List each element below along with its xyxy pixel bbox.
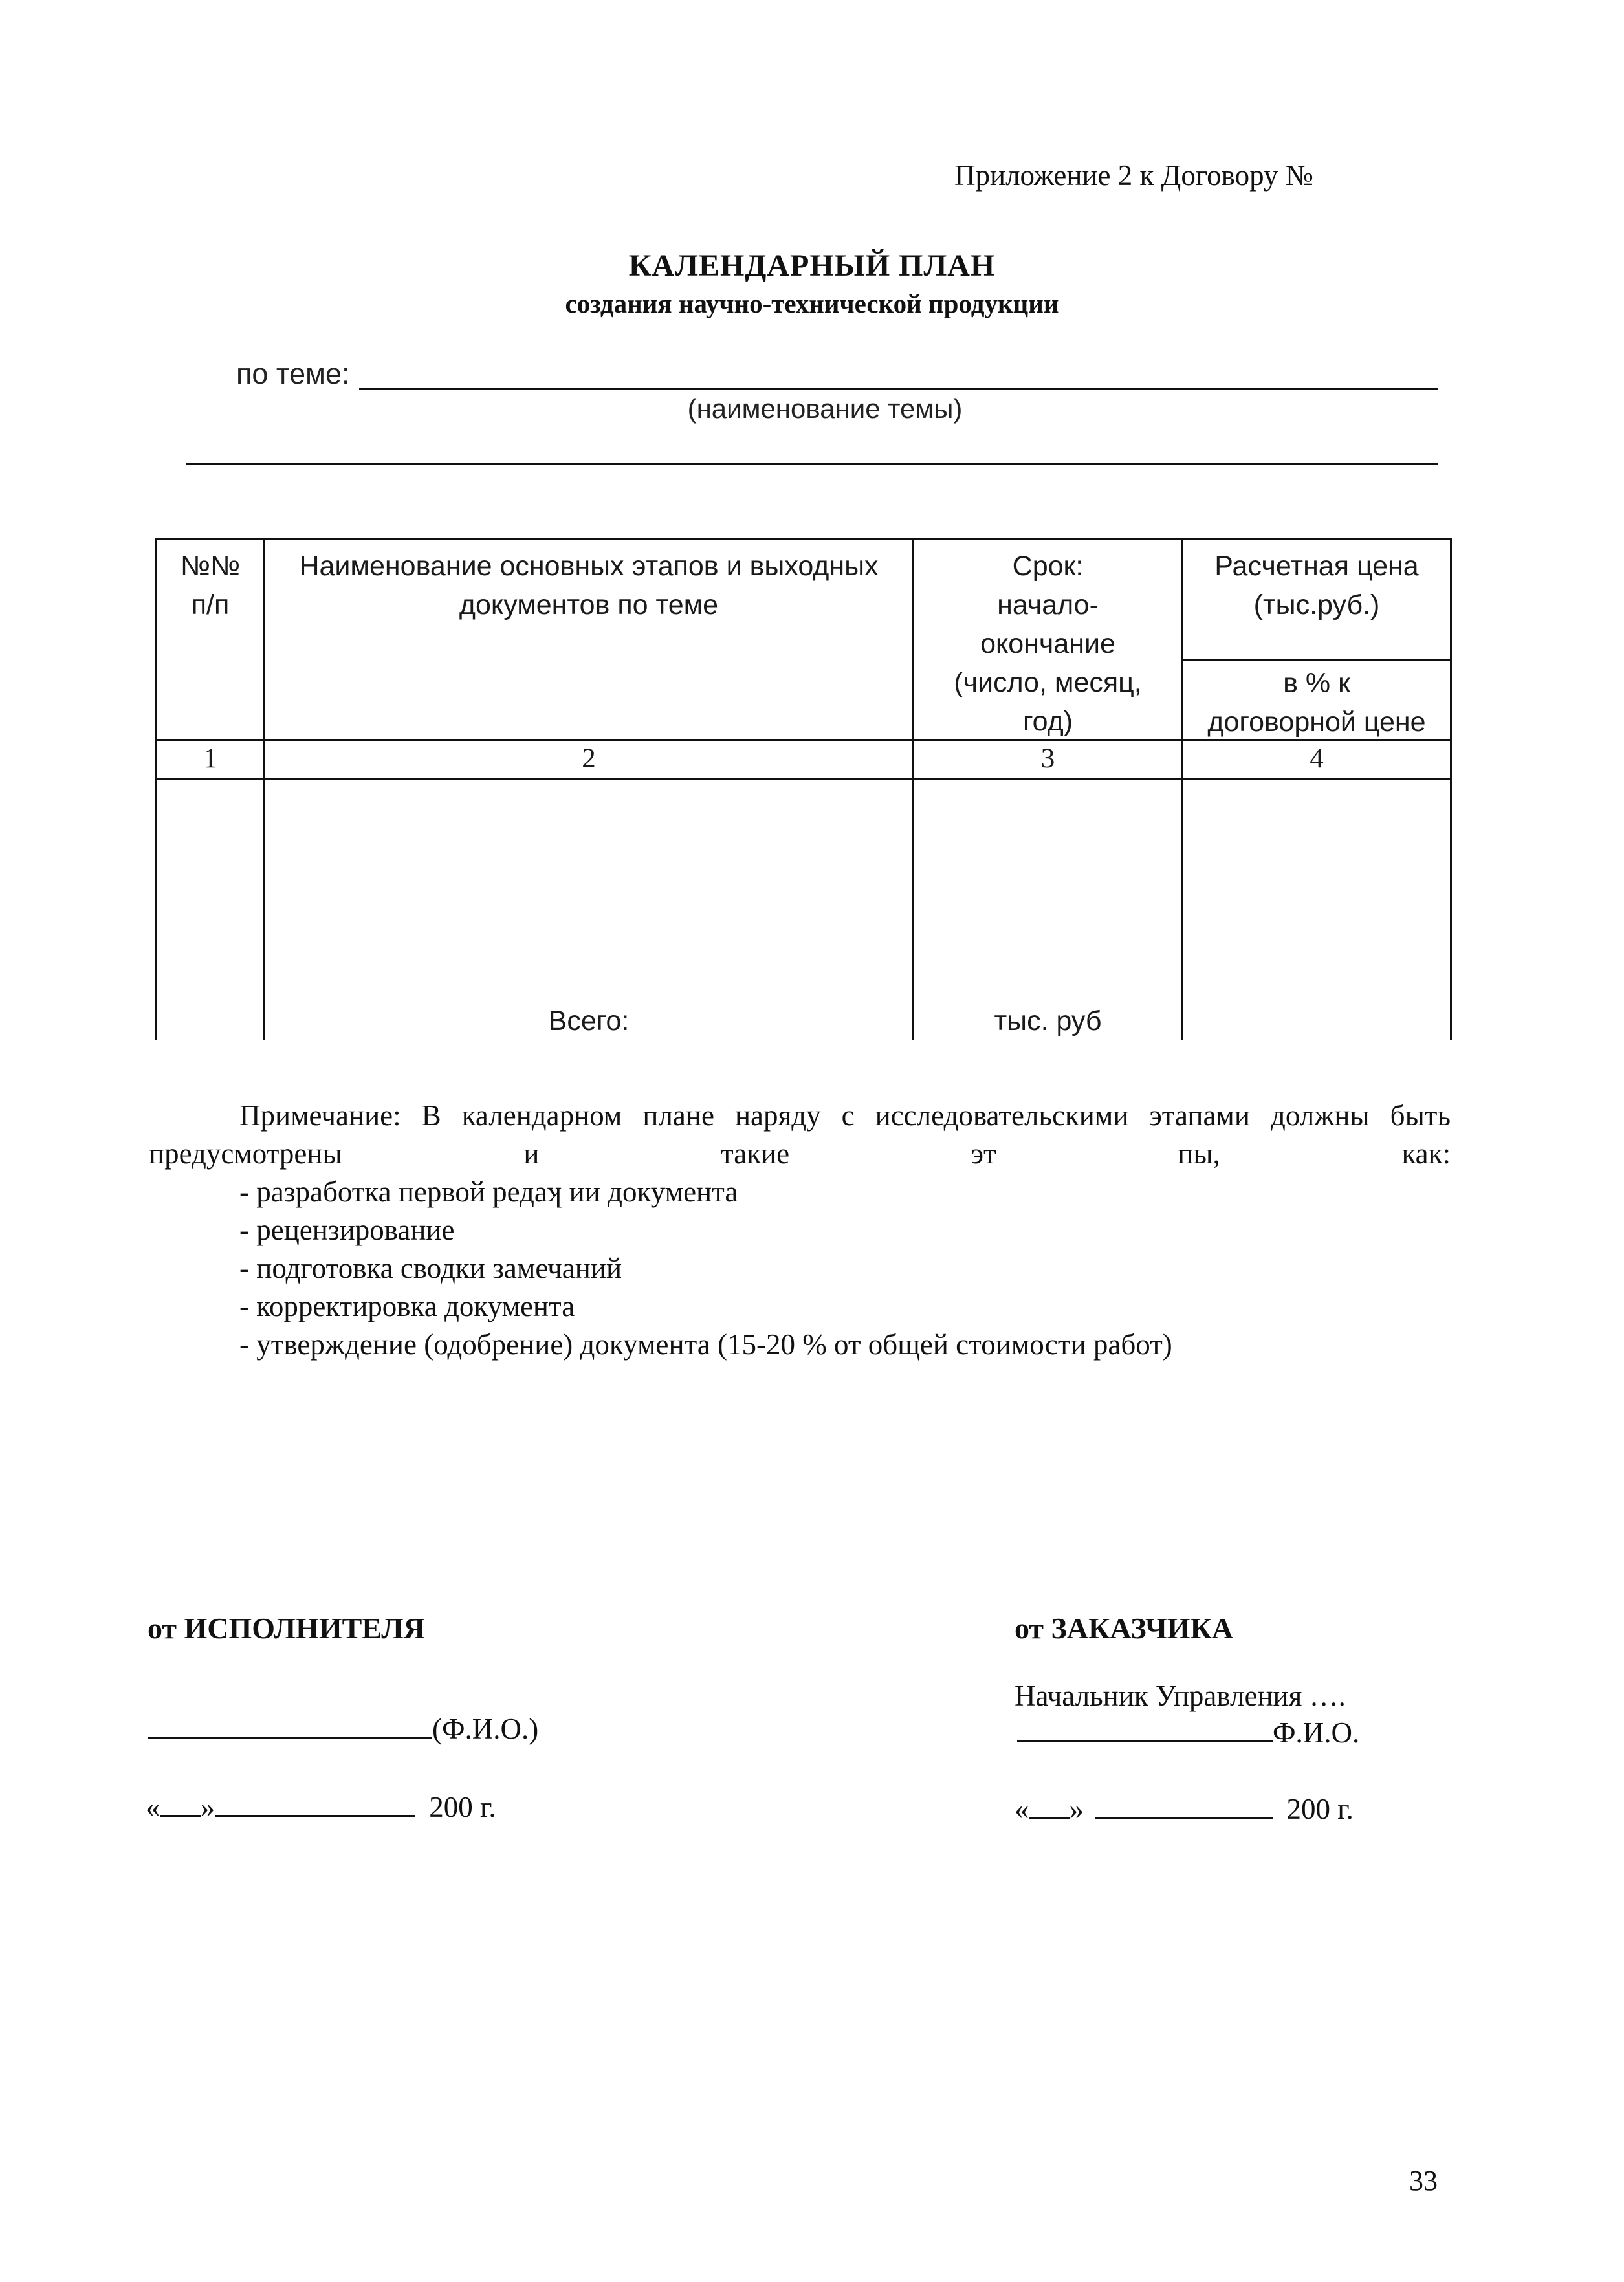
- header-price-percent: [1183, 664, 1450, 741]
- executor-day-line: [160, 1789, 201, 1817]
- document-subtitle: создания научно-технической продукции: [565, 289, 1059, 318]
- header-stage-name: [265, 547, 912, 624]
- column-number-1: 1: [203, 743, 217, 774]
- note-list: [149, 1173, 1451, 1364]
- table-top-border: [155, 538, 1452, 540]
- note-item: - разработка первой редаʞ ии документа: [239, 1176, 738, 1208]
- total-label: Всего:: [548, 1005, 630, 1037]
- topic-label: по теме:: [236, 357, 350, 390]
- customer-name-row: [1017, 1715, 1359, 1750]
- note-item: - рецензирование: [239, 1214, 455, 1246]
- executor-month-line: [215, 1789, 415, 1817]
- header-deadline-line4: (число, месяц,: [954, 667, 1142, 698]
- header-price: [1183, 547, 1450, 624]
- header-deadline-line2: начало-: [997, 589, 1099, 620]
- column-number-2: 2: [582, 743, 596, 774]
- appendix-reference: Приложение 2 к Договору №: [954, 159, 1313, 192]
- executor-signature-line: [148, 1711, 432, 1739]
- customer-signature-line: [1017, 1715, 1273, 1742]
- customer-name-label: Ф.И.О.: [1273, 1717, 1360, 1749]
- header-stage-line1: Наименование основных этапов и выходных: [299, 551, 879, 582]
- header-deadline-line1: Срок:: [1012, 551, 1084, 582]
- header-price-line1: Расчетная цена: [1214, 551, 1419, 582]
- customer-month-line: [1095, 1791, 1273, 1819]
- customer-date-row: [1015, 1791, 1354, 1826]
- customer-year: 200 г.: [1286, 1793, 1354, 1825]
- note-text: Примечание: В календарном плане наряду с исследовательскими этапами должны быть предусмотрены и такие эт пы, как:: [149, 1099, 1451, 1170]
- header-number: [157, 547, 263, 624]
- customer-day-line: [1029, 1791, 1070, 1819]
- topic-hint: (наименование темы): [687, 393, 963, 424]
- total-unit: тыс. руб: [994, 1005, 1102, 1037]
- executor-date-close: »: [200, 1791, 215, 1823]
- header-price-line2: (тыс.руб.): [1253, 589, 1380, 620]
- customer-heading: от ЗАКАЗЧИКА: [1015, 1612, 1234, 1645]
- customer-date-close: »: [1069, 1793, 1084, 1825]
- column-number-4: 4: [1310, 743, 1324, 774]
- topic-input-line: [359, 388, 1438, 390]
- executor-date-row: [146, 1789, 496, 1824]
- topic-second-line: [186, 463, 1438, 465]
- document-title: КАЛЕНДАРНЫЙ ПЛАН: [628, 248, 996, 283]
- executor-name-label: (Ф.И.О.): [432, 1713, 539, 1745]
- note-block: [149, 1097, 1451, 1364]
- header-deadline-line5: год): [1022, 706, 1073, 737]
- price-subheader-border: [1183, 659, 1452, 661]
- header-stage-line2: документов по теме: [459, 589, 719, 620]
- header-number-line1: №№: [180, 551, 241, 582]
- executor-year: 200 г.: [429, 1791, 496, 1823]
- column-number-3: 3: [1040, 743, 1055, 774]
- note-item: - корректировка документа: [239, 1290, 575, 1322]
- page-number: 33: [1409, 2165, 1438, 2197]
- header-percent-line1: в % к: [1283, 668, 1350, 699]
- customer-position: Начальник Управления ….: [1015, 1680, 1346, 1712]
- header-number-line2: п/п: [191, 589, 230, 620]
- note-item: - утверждение (одобрение) документа (15-20 % от общей стоимости работ): [239, 1328, 1172, 1361]
- executor-heading: от ИСПОЛНИТЕЛЯ: [148, 1612, 425, 1645]
- note-item: - подготовка сводки замечаний: [239, 1252, 622, 1284]
- executor-name-row: [148, 1711, 538, 1746]
- header-deadline: [914, 547, 1181, 741]
- header-deadline-line3: окончание: [980, 628, 1115, 659]
- customer-date-open: «: [1015, 1793, 1029, 1825]
- executor-date-open: «: [146, 1791, 160, 1823]
- header-percent-line2: договорной цене: [1207, 707, 1426, 738]
- table-right-border: [1450, 538, 1452, 1040]
